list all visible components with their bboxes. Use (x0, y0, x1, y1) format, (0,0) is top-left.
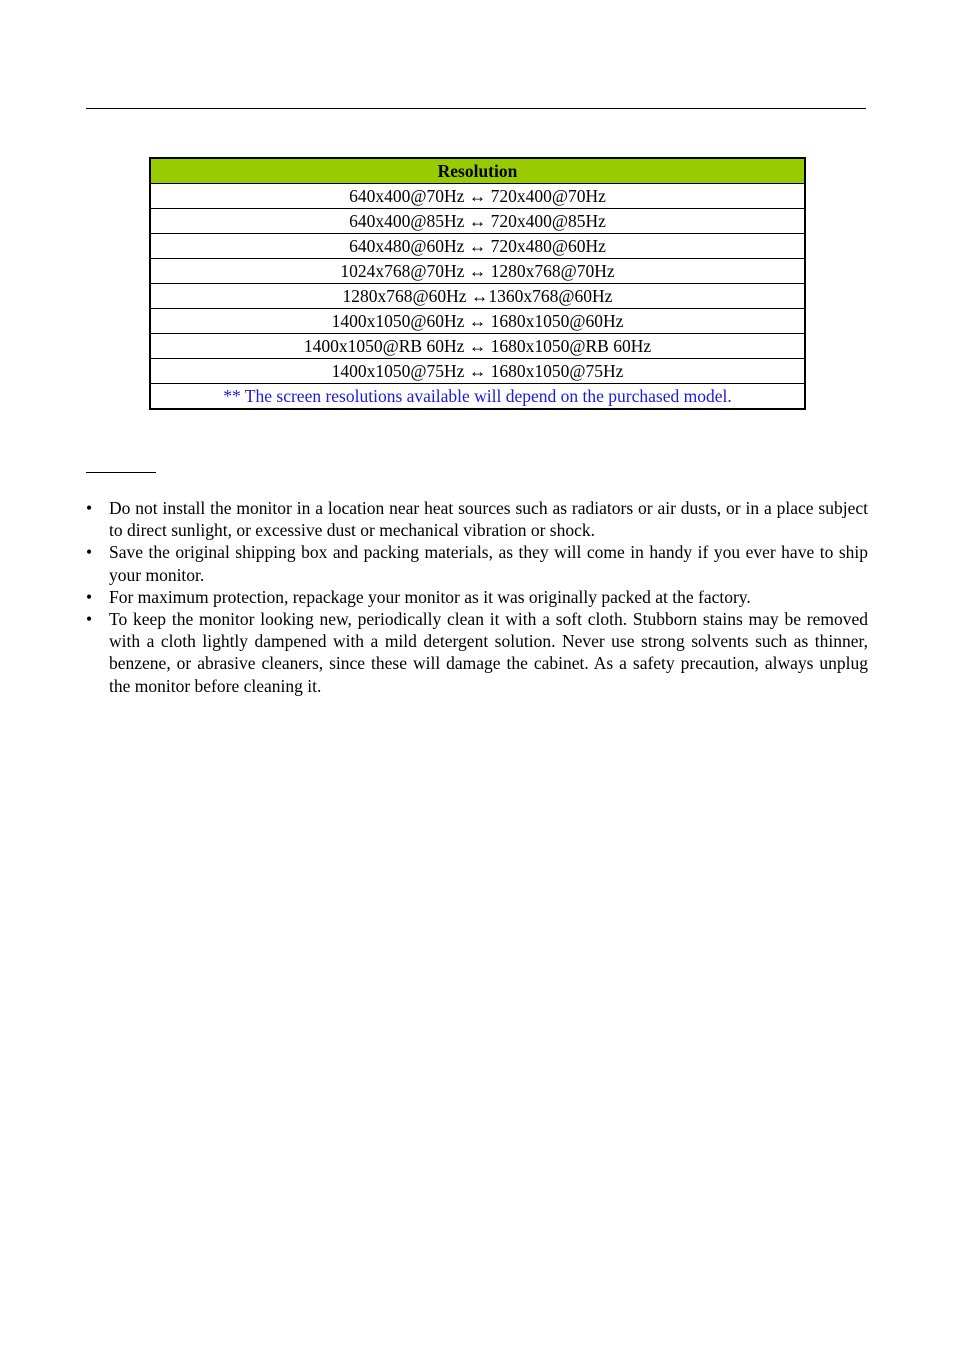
bullet-icon: • (86, 542, 93, 563)
list-item (86, 586, 868, 608)
care-list (86, 497, 868, 697)
resolution-cell: 1400x1050@75Hz ↔ 1680x1050@75Hz (150, 359, 805, 384)
table-row (150, 259, 805, 284)
bullet-icon: • (86, 609, 93, 630)
table-header-row (150, 158, 805, 184)
list-item-text: Do not install the monitor in a location near heat sources such as radiators or air dusts, or in a place subject to direct sunlight, or excessive dust or mechanical vibration or shock. (109, 498, 868, 541)
resolution-cell: 640x400@70Hz ↔ 720x400@70Hz (150, 184, 805, 209)
list-item-text: To keep the monitor looking new, periodically clean it with a soft cloth. Stubborn stains may be removed with a cloth lightly dampened with a mild detergent solution. Never use strong solvents such as thinner, benzene, or abrasive cleaners, since these will damage the cabinet. As a safety precaution, always unplug the monitor before cleaning it. (109, 609, 868, 696)
bullet-icon: • (86, 498, 93, 518)
resolution-cell: 1400x1050@60Hz ↔ 1680x1050@60Hz (150, 309, 805, 334)
table-row (150, 234, 805, 259)
list-item (86, 608, 868, 697)
resolution-cell: 640x400@85Hz ↔ 720x400@85Hz (150, 209, 805, 234)
list-item (86, 497, 868, 541)
resolution-cell: 1400x1050@RB 60Hz ↔ 1680x1050@RB 60Hz (150, 334, 805, 359)
table-row (150, 184, 805, 209)
table-note-row (150, 384, 805, 410)
table-row (150, 209, 805, 234)
list-item-text: Save the original shipping box and packing materials, as they will come in handy if you ever have to ship your monitor. (109, 542, 868, 585)
section-rule (86, 472, 156, 473)
resolution-cell: 1024x768@70Hz ↔ 1280x768@70Hz (150, 259, 805, 284)
resolution-note: ** The screen resolutions available will depend on the purchased model. (150, 384, 805, 410)
resolution-header: Resolution (150, 158, 805, 184)
header-rule (86, 108, 866, 109)
table-row (150, 359, 805, 384)
table-row (150, 309, 805, 334)
list-item-text: For maximum protection, repackage your monitor as it was originally packed at the factory. (109, 586, 751, 607)
resolution-table (149, 157, 806, 410)
resolution-cell: 640x480@60Hz ↔ 720x480@60Hz (150, 234, 805, 259)
resolution-cell: 1280x768@60Hz ↔1360x768@60Hz (150, 284, 805, 309)
table-row (150, 284, 805, 309)
list-item (86, 541, 868, 585)
bullet-icon: • (86, 586, 93, 607)
table-row (150, 334, 805, 359)
